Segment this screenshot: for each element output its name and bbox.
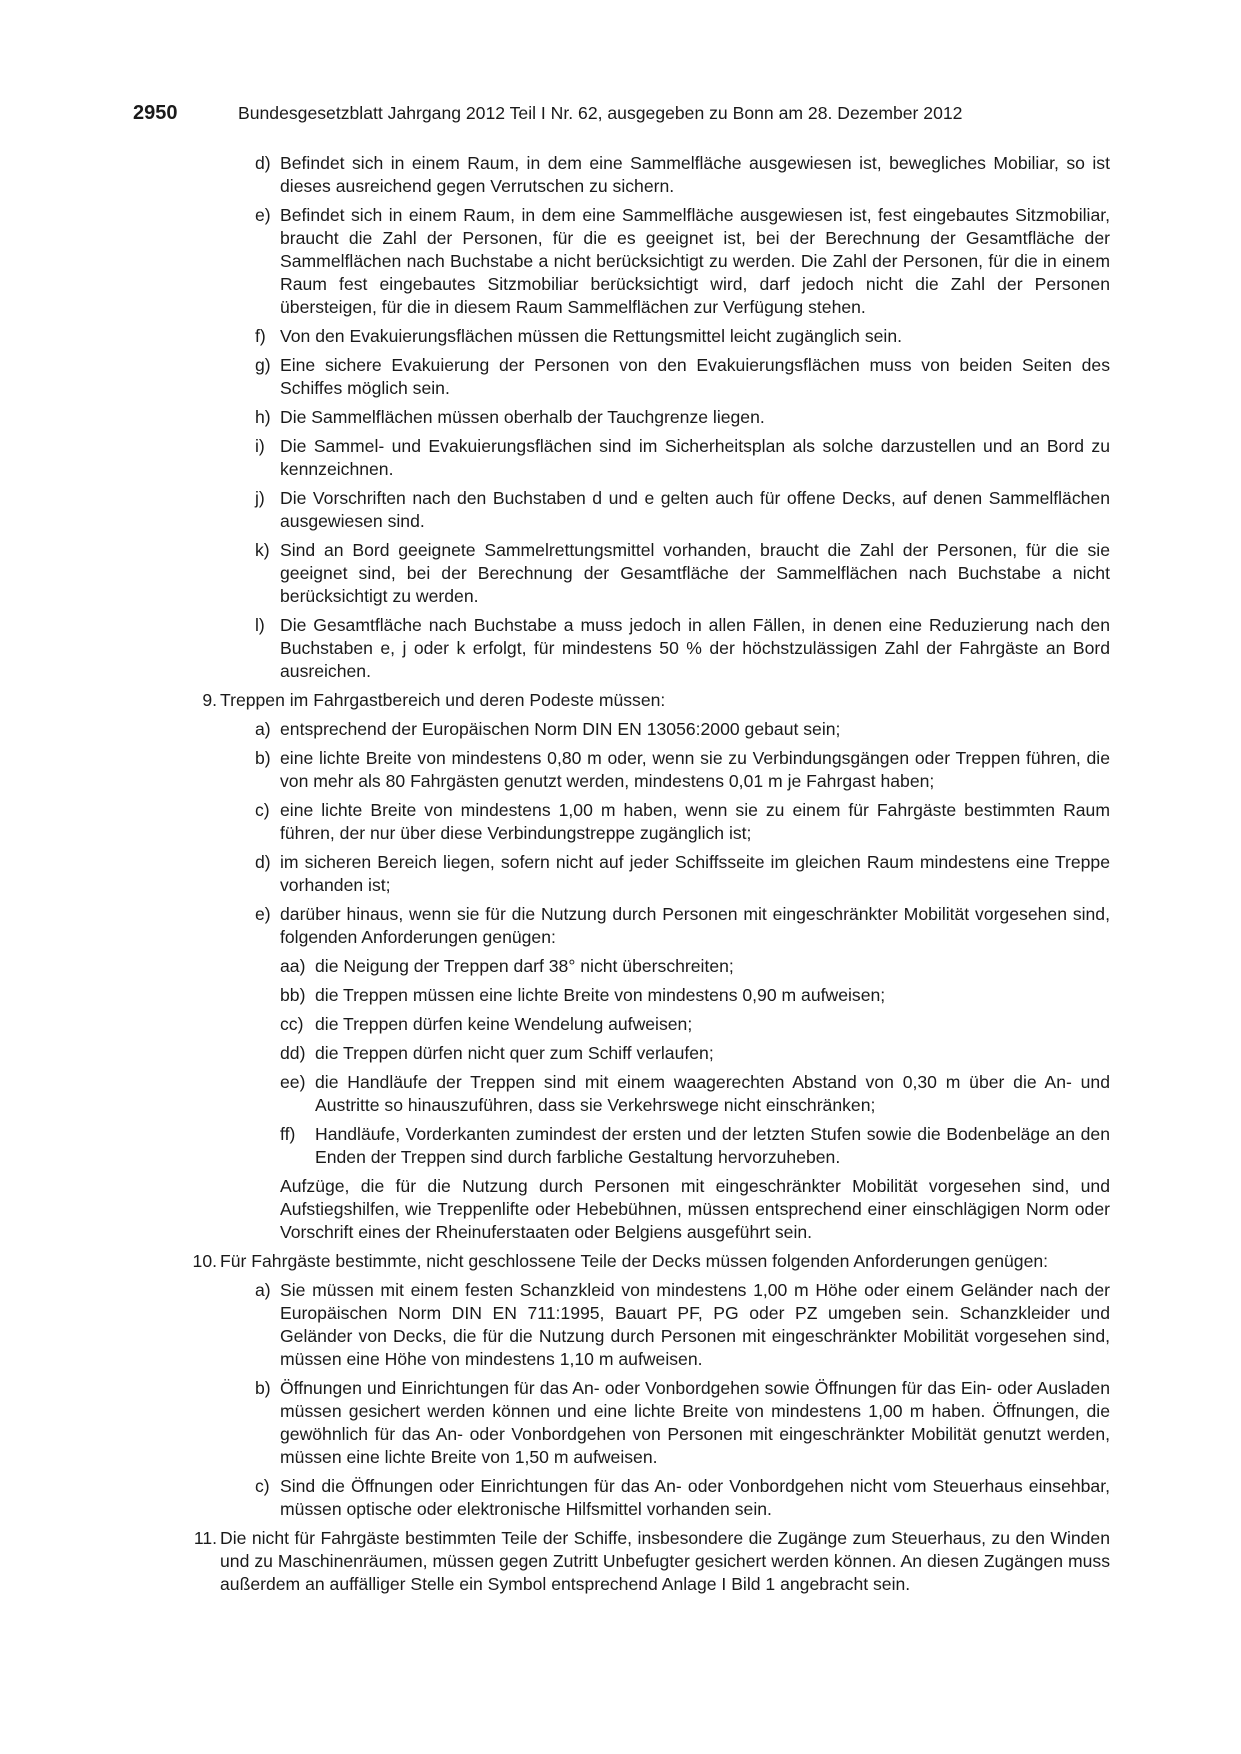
subitem-label: ee) (280, 1072, 306, 1092)
item-text: Befindet sich in einem Raum, in dem eine Sammelfläche ausgewiesen ist, bewegliches Mobiliar, so ist dieses ausreichend gegen Verrutschen zu sichern. (280, 153, 1110, 196)
list-item (255, 406, 1110, 429)
item-label: c) (255, 1476, 270, 1496)
item-label: a) (255, 1280, 271, 1300)
list-item (255, 325, 1110, 348)
item-label: e) (255, 205, 271, 225)
subitem-label: dd) (280, 1043, 306, 1063)
list-item (255, 487, 1110, 533)
sub-list-item (280, 1013, 1110, 1036)
item-text: Sie müssen mit einem festen Schanzkleid von mindestens 1,00 m Höhe oder einem Geländer nach der Europäischen Norm DIN EN 711:1995, Bauart PF, PG oder PZ umgeben sein. Schanzkleider und Geländer von Decks, die für die Nutzung durch Personen mit eingeschränkter Mobilität vorgesehen sind, müssen eine Höhe von mindestens 1,10 m aufweisen. (280, 1280, 1110, 1369)
section-10 (185, 1250, 1110, 1273)
closing-paragraph: Aufzüge, die für die Nutzung durch Personen mit eingeschränkter Mobilität vorgesehen sind, und Aufstiegshilfen, wie Treppenlifte oder Hebebühnen, müssen entsprechend einer einschlägigen Norm oder Vorschrift eines der Rheinuferstaaten oder Belgiens ausgeführt sein. (280, 1176, 1110, 1242)
item-text: Die Sammel- und Evakuierungsflächen sind im Sicherheitsplan als solche darzustellen und an Bord zu kennzeichnen. (280, 436, 1110, 479)
item-text: Öffnungen und Einrichtungen für das An- oder Vonbordgehen sowie Öffnungen für das Ein- oder Ausladen müssen gesichert werden können und eine lichte Breite von mindestens 1,00 m haben. Öffnungen, die gewöhnlich für das An- oder Vonbordgehen von Personen mit eingeschränkter Mobilität genutzt werden, müssen eine lichte Breite von 1,50 m aufweisen. (280, 1378, 1110, 1467)
list-item (255, 1279, 1110, 1371)
list-item (255, 799, 1110, 845)
list-item (255, 614, 1110, 683)
item-text: eine lichte Breite von mindestens 1,00 m haben, wenn sie zu einem für Fahrgäste bestimmten Raum führen, der nur über diese Verbindungstreppe zugänglich ist; (280, 800, 1110, 843)
item-text: entsprechend der Europäischen Norm DIN EN 13056:2000 gebaut sein; (280, 719, 841, 739)
sub-list-item (280, 1071, 1110, 1117)
section-text: Für Fahrgäste bestimmte, nicht geschlossene Teile der Decks müssen folgenden Anforderungen genügen: (220, 1251, 1049, 1271)
subitem-text: die Handläufe der Treppen sind mit einem waagerechten Abstand von 0,30 m über die An- und Austritte so hinauszuführen, dass sie Verkehrswege nicht einschränken; (315, 1072, 1110, 1115)
list-item (255, 1377, 1110, 1469)
page-header (133, 100, 1113, 130)
item-text: darüber hinaus, wenn sie für die Nutzung durch Personen mit eingeschränkter Mobilität vorgesehen sind, folgenden Anforderungen genügen: (280, 904, 1110, 947)
list-item (255, 435, 1110, 481)
section-text: Die nicht für Fahrgäste bestimmten Teile der Schiffe, insbesondere die Zugänge zum Steuerhaus, zu den Winden und zu Maschinenräumen, müssen gegen Zutritt Unbefugter gesichert werden können. An diesen Zugängen muss außerdem an auffälliger Stelle ein Symbol entsprechend Anlage I Bild 1 angebracht sein. (220, 1528, 1110, 1594)
section-11 (185, 1527, 1110, 1596)
section-number: 11. (193, 1528, 217, 1548)
list-item (255, 851, 1110, 897)
document-body (192, 152, 1110, 1602)
item-label: d) (255, 852, 271, 872)
item-label: i) (255, 436, 265, 456)
list-item (255, 1475, 1110, 1521)
list-item (255, 152, 1110, 198)
item-label: b) (255, 1378, 271, 1398)
subitem-text: die Neigung der Treppen darf 38° nicht überschreiten; (315, 956, 734, 976)
item-text: Die Gesamtfläche nach Buchstabe a muss jedoch in allen Fällen, in denen eine Reduzierung nach den Buchstaben e, j oder k erfolgt, für mindestens 50 % der höchstzulässigen Zahl der Fahrgäste an Bord ausreichen. (280, 615, 1110, 681)
item-label: a) (255, 719, 271, 739)
item-text: Die Sammelflächen müssen oberhalb der Tauchgrenze liegen. (280, 407, 765, 427)
section-number: 9. (202, 690, 217, 710)
list-item (255, 539, 1110, 608)
item-label: g) (255, 355, 271, 375)
subitem-label: cc) (280, 1014, 304, 1034)
list-item (255, 354, 1110, 400)
list-item (255, 718, 1110, 741)
item-text: im sicheren Bereich liegen, sofern nicht auf jeder Schiffsseite im gleichen Raum mindestens eine Treppe vorhanden ist; (280, 852, 1110, 895)
subitem-label: aa) (280, 956, 306, 976)
item-text: Eine sichere Evakuierung der Personen von den Evakuierungsflächen muss von beiden Seiten des Schiffes möglich sein. (280, 355, 1110, 398)
item-label: k) (255, 540, 270, 560)
item-label: h) (255, 407, 271, 427)
sub-list-item (280, 1042, 1110, 1065)
continued-list (220, 152, 1110, 683)
item-text: Von den Evakuierungsflächen müssen die Rettungsmittel leicht zugänglich sein. (280, 326, 903, 346)
section-9 (185, 689, 1110, 712)
subitem-text: die Treppen dürfen keine Wendelung aufweisen; (315, 1014, 693, 1034)
item-label: l) (255, 615, 265, 635)
page-number: 2950 (133, 102, 178, 124)
sub-list-item (280, 1123, 1110, 1169)
header-title: Bundesgesetzblatt Jahrgang 2012 Teil I Nr. 62, ausgegeben zu Bonn am 28. Dezember 2012 (238, 103, 963, 123)
item-text: Befindet sich in einem Raum, in dem eine Sammelfläche ausgewiesen ist, fest eingebautes Sitzmobiliar, braucht die Zahl der Personen, für die es geeignet ist, bei der Berechnung der Gesamtfläche der Sammelflächen nach Buchstabe a nicht berücksichtigt zu werden. Die Zahl der Personen, für die in einem Raum fest eingebautes Sitzmobiliar berücksichtigt wird, darf jedoch nicht die Zahl der Personen übersteigen, für die in diesem Raum Sammelflächen zur Verfügung stehen. (280, 205, 1110, 317)
subitem-text: die Treppen dürfen nicht quer zum Schiff verlaufen; (315, 1043, 714, 1063)
list-item (255, 747, 1110, 793)
subitem-label: bb) (280, 985, 306, 1005)
section-text: Treppen im Fahrgastbereich und deren Podeste müssen: (220, 690, 666, 710)
subitem-label: ff) (280, 1124, 296, 1144)
item-label: d) (255, 153, 271, 173)
item-label: c) (255, 800, 270, 820)
item-label: j) (255, 488, 265, 508)
sub-list-item (280, 955, 1110, 978)
subitem-text: die Treppen müssen eine lichte Breite von mindestens 0,90 m aufweisen; (315, 985, 886, 1005)
section-number: 10. (192, 1251, 217, 1271)
list-item (255, 204, 1110, 319)
list-item (255, 903, 1110, 949)
item-label: f) (255, 326, 266, 346)
item-label: b) (255, 748, 271, 768)
subitem-text: Handläufe, Vorderkanten zumindest der ersten und der letzten Stufen sowie die Bodenbeläge an den Enden der Treppen sind durch farbliche Gestaltung hervorzuheben. (315, 1124, 1110, 1167)
item-text: Sind an Bord geeignete Sammelrettungsmittel vorhanden, braucht die Zahl der Personen, für die sie geeignet sind, bei der Berechnung der Gesamtfläche der Sammelflächen nach Buchstabe a nicht berücksichtigt zu werden. (280, 540, 1110, 606)
item-text: eine lichte Breite von mindestens 0,80 m oder, wenn sie zu Verbindungsgängen oder Treppen führen, die von mehr als 80 Fahrgästen genutzt werden, mindestens 0,01 m je Fahrgast haben; (280, 748, 1110, 791)
item-text: Die Vorschriften nach den Buchstaben d und e gelten auch für offene Decks, auf denen Sammelflächen ausgewiesen sind. (280, 488, 1110, 531)
item-text: Sind die Öffnungen oder Einrichtungen für das An- oder Vonbordgehen nicht vom Steuerhaus einsehbar, müssen optische oder elektronische Hilfsmittel vorhanden sein. (280, 1476, 1110, 1519)
sub-list-item (280, 984, 1110, 1007)
item-label: e) (255, 904, 271, 924)
